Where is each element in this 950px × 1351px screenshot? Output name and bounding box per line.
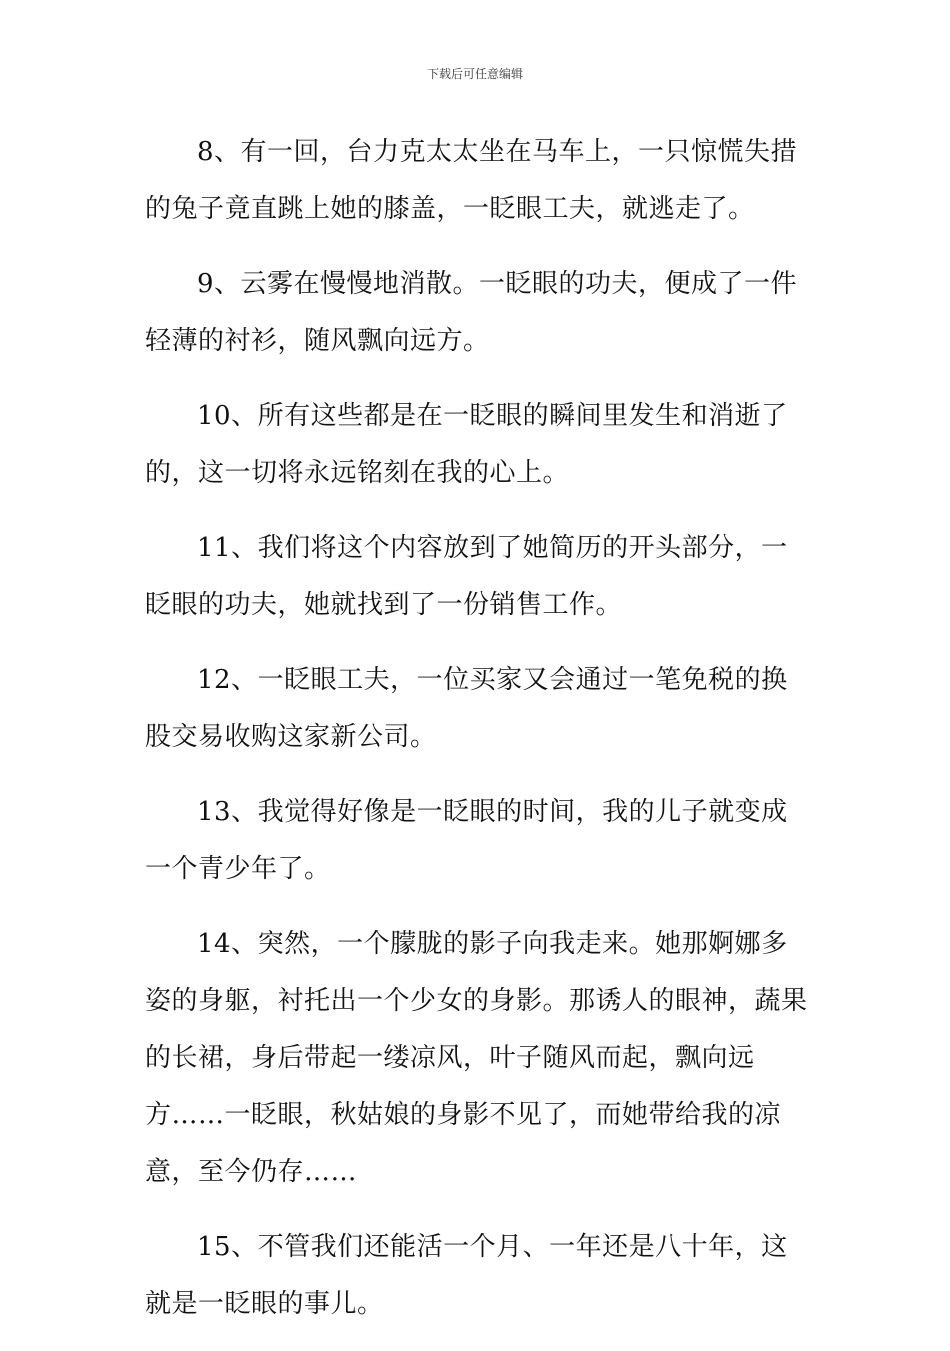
paragraph-14: 14、突然，一个朦胧的影子向我走来。她那婀娜多姿的身躯，衬托出一个少女的身影。那诱人的眼神，蔬果的长裙，身后带起一缕凉风，叶子随风而起，飘向远方……一眨眼，秋姑娘的身影不见了，而她带给我的凉意，至今仍存…… (145, 929, 808, 1187)
paragraph-12: 12、一眨眼工夫，一位买家又会通过一笔免税的换股交易收购这家新公司。 (145, 665, 788, 752)
paragraph-10: 10、所有这些都是在一眨眼的瞬间里发生和消逝了的，这一切将永远铭刻在我的心上。 (145, 401, 788, 488)
header-note: 下载后可任意编辑 (426, 67, 523, 81)
paragraph-11: 11、我们将这个内容放到了她简历的开头部分，一眨眼的功夫，她就找到了一份销售工作。 (145, 533, 788, 620)
paragraph-13: 13、我觉得好像是一眨眼的时间，我的儿子就变成一个青少年了。 (145, 797, 788, 884)
document-body (145, 124, 813, 1351)
paragraph-15: 15、不管我们还能活一个月、一年还是八十年，这就是一眨眼的事儿。 (145, 1232, 788, 1319)
paragraph-8: 8、有一回，台力克太太坐在马车上，一只惊慌失措的兔子竟直跳上她的膝盖，一眨眼工夫，就逃走了。 (145, 137, 798, 224)
paragraph-9: 9、云雾在慢慢地消散。一眨眼的功夫，便成了一件轻薄的衬衫，随风飘向远方。 (145, 269, 798, 356)
